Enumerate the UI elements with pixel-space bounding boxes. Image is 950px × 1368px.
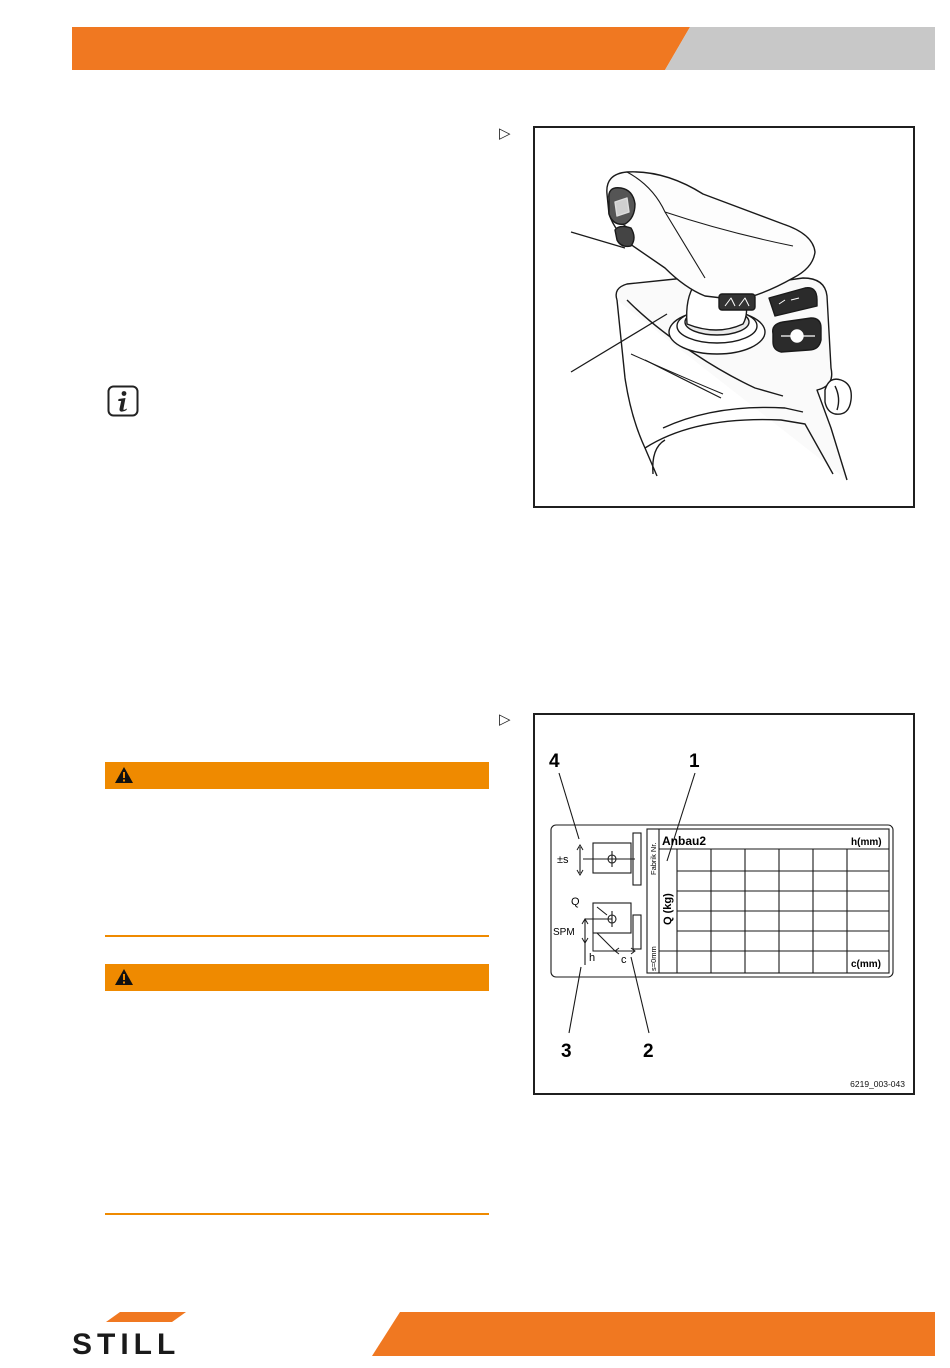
figure-pointer-2: ▷ bbox=[499, 711, 511, 728]
footer-band bbox=[0, 1300, 950, 1368]
plate-q-axis: Q (kg) bbox=[662, 893, 674, 925]
callout-2: 2 bbox=[643, 1041, 654, 1062]
header-orange-bar bbox=[72, 27, 690, 70]
plate-spm: SPM bbox=[553, 927, 575, 938]
warning-header-1 bbox=[105, 762, 489, 789]
warning-header-2 bbox=[105, 964, 489, 991]
warning-end-rule-2 bbox=[105, 1213, 489, 1215]
callout-3: 3 bbox=[561, 1041, 572, 1062]
figure-joystick bbox=[533, 126, 915, 508]
joystick-drawing bbox=[535, 128, 913, 506]
plate-q: Q bbox=[571, 896, 580, 908]
header-grey-tab bbox=[665, 27, 935, 70]
header-band bbox=[0, 0, 950, 80]
logo-text: STILL bbox=[72, 1328, 181, 1361]
footer-orange-bar bbox=[372, 1312, 935, 1356]
figure-pointer-1: ▷ bbox=[499, 125, 511, 142]
warning-triangle-icon bbox=[114, 766, 134, 784]
info-icon bbox=[107, 385, 139, 417]
plate-fabrik: Fabrik Nr. bbox=[649, 842, 658, 875]
plate-c-axis: c(mm) bbox=[851, 959, 882, 970]
plate-h: h bbox=[589, 952, 596, 964]
plate-h-axis: h(mm) bbox=[851, 837, 882, 848]
plate-pm-s: ±s bbox=[557, 854, 569, 866]
warning-end-rule-1 bbox=[105, 935, 489, 937]
plate-c: c bbox=[621, 954, 627, 966]
callout-1: 1 bbox=[689, 751, 700, 772]
figure-code: 6219_003-043 bbox=[850, 1079, 905, 1089]
still-logo bbox=[72, 1312, 186, 1361]
capacity-plate-drawing bbox=[535, 715, 913, 1093]
plate-title: Anbau2 bbox=[662, 834, 707, 848]
plate-s-zero: s=0mm bbox=[649, 946, 658, 971]
callout-4: 4 bbox=[549, 751, 560, 772]
warning-triangle-icon bbox=[114, 968, 134, 986]
figure-capacity-plate bbox=[533, 713, 915, 1095]
